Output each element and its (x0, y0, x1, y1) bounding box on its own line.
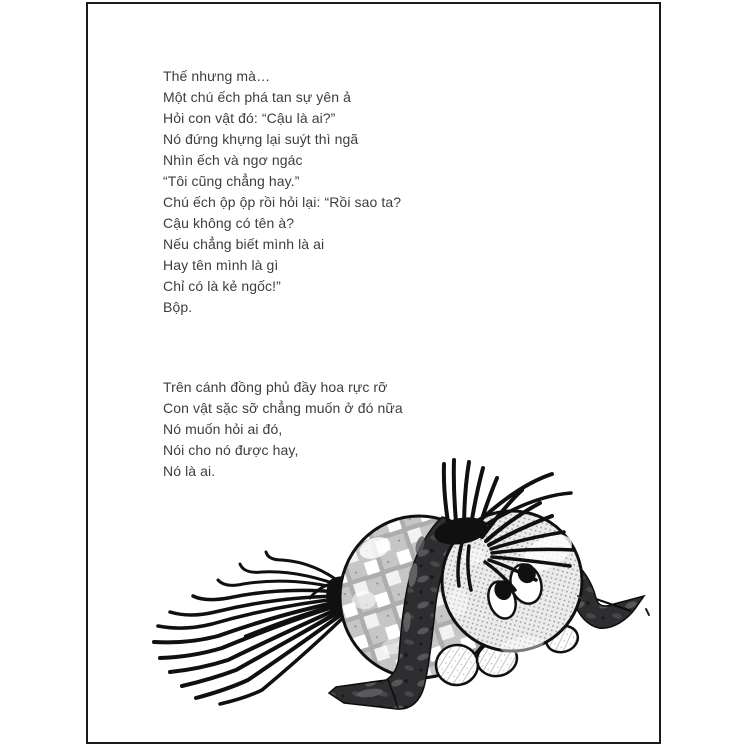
poem-line: Thế nhưng mà… (163, 68, 271, 84)
poem-line: Con vật sặc sỡ chẳng muốn ở đó nữa (163, 400, 403, 416)
poem-stanza-1 (163, 66, 583, 318)
poem-line: Cậu không có tên à? (163, 215, 295, 231)
poem-text (163, 66, 583, 482)
poem-line: Hay tên mình là gì (163, 257, 279, 273)
poem-line: Một chú ếch phá tan sự yên ả (163, 89, 352, 105)
poem-line: Nó muốn hỏi ai đó, (163, 421, 283, 437)
poem-line: Chú ếch ộp ộp rồi hỏi lại: “Rồi sao ta? (163, 194, 402, 210)
poem-line: Nói cho nó được hay, (163, 442, 299, 458)
poem-line: Nó đứng khựng lại suýt thì ngã (163, 131, 359, 147)
poem-line: “Tôi cũng chẳng hay.” (163, 173, 300, 189)
poem-line: Hỏi con vật đó: “Cậu là ai?” (163, 110, 336, 126)
poem-line: Nhìn ếch và ngơ ngác (163, 152, 303, 168)
poem-line: Nếu chẳng biết mình là ai (163, 236, 325, 252)
poem-line: Chỉ có là kẻ ngốc!” (163, 278, 281, 294)
page-frame (86, 2, 661, 744)
poem-line: Bộp. (163, 299, 193, 315)
poem-line: Trên cánh đồng phủ đầy hoa rực rỡ (163, 379, 388, 395)
poem-stanza-2 (163, 377, 583, 482)
poem-line: Nó là ai. (163, 463, 216, 479)
